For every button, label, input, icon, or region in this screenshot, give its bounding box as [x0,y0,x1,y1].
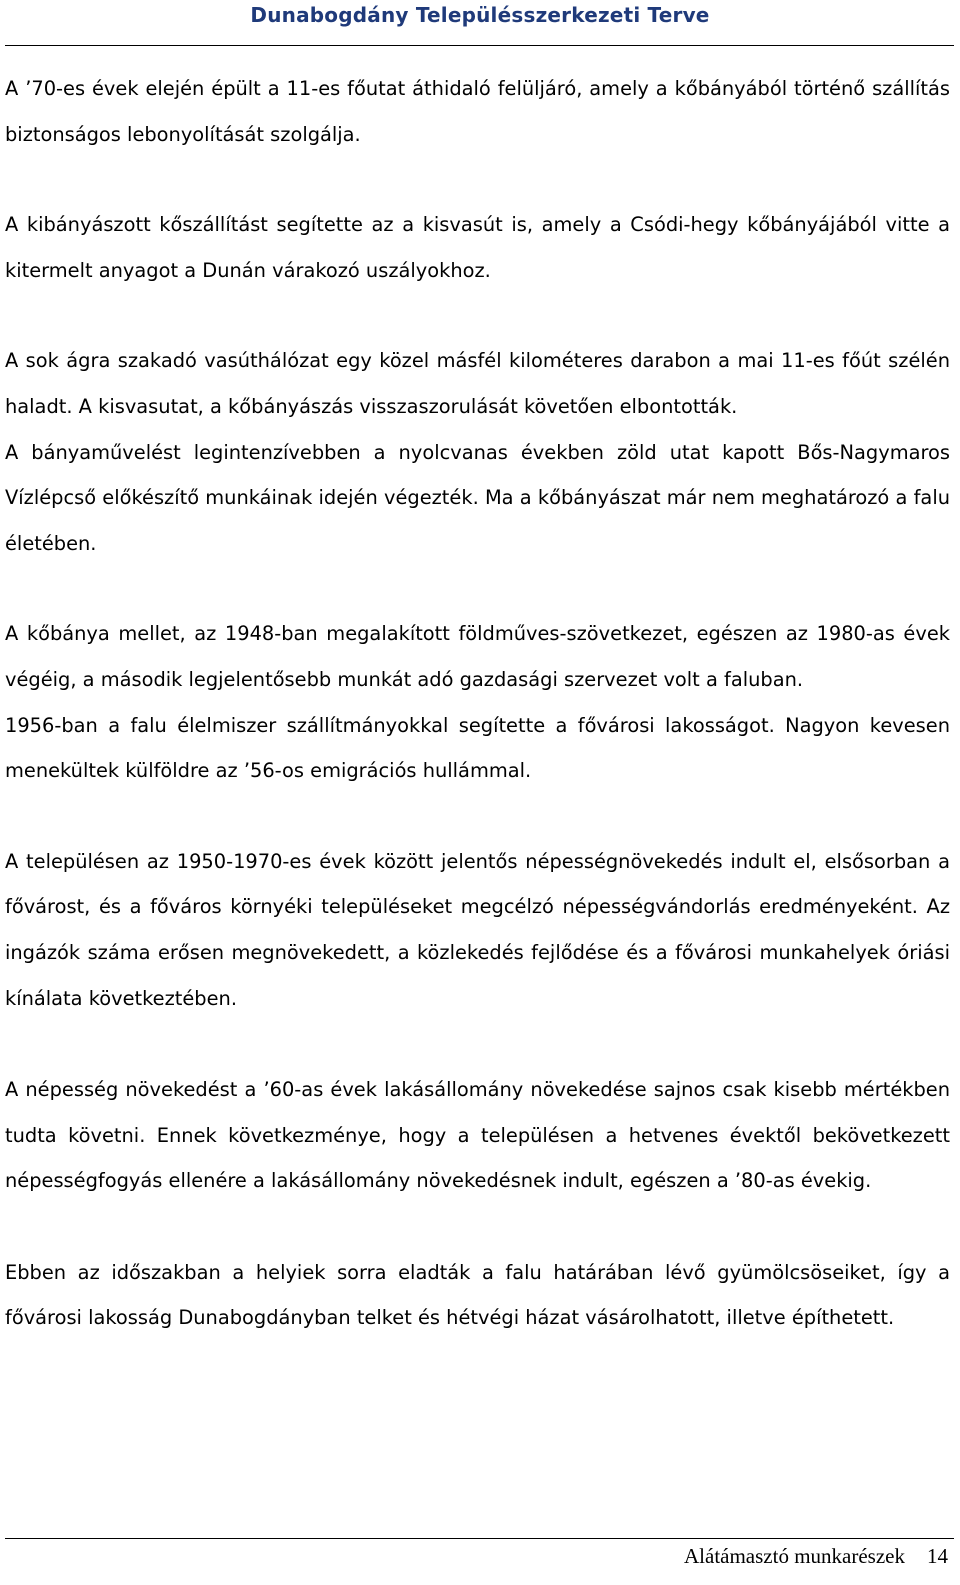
document-body [5,66,950,1341]
paragraph: A kibányászott kőszállítást segítette az a kisvasút is, amely a Csódi-hegy kőbányájából vitte a kitermelt anyagot a Dunán várakozó uszályokhoz. [5,213,950,282]
paragraph: Ebben az időszakban a helyiek sorra eladták a falu határában lévő gyümölcsöseiket, így a fővárosi lakosság Dunabogdányban telket és hétvégi házat vásárolhatott, illetve építhetett. [5,1260,950,1330]
header-divider [5,45,954,46]
paragraph: A településen az 1950-1970-es évek között jelentős népességnövekedés indult el, elsősorban a fővárost, és a főváros környéki településeket megcélzó népességvándorlás eredményeként. Az ingázók száma erősen megnövekedett, a közlekedés fejlődése és a fővárosi munkahelyek óriási kínálata következtében. [5,849,950,1010]
paragraph: A ’70-es évek elején épült a 11-es főutat áthidaló felüljáró, amely a kőbányából történő szállítás biztonságos lebonyolítását szolgálja. [5,77,950,146]
document-title: Dunabogdány Településszerkezeti Terve [250,3,710,27]
page-footer [684,1544,948,1569]
paragraph: A sok ágra szakadó vasúthálózat egy közel másfél kilométeres darabon a mai 11-es főút szélén haladt. A kisvasutat, a kőbányászás visszaszorulását követően elbontották. [5,349,950,418]
page-number: 14 [927,1544,948,1568]
paragraph: A népesség növekedést a ’60-as évek lakásállomány növekedése sajnos csak kisebb mértékben tudta követni. Ennek következménye, hogy a településen a hetvenes évektől bekövetkezett népességfogyás ellenére a lakásállomány növekedésnek indult, egészen a ’80-as évekig. [5,1078,950,1193]
paragraph: 1956-ban a falu élelmiszer szállítmányokkal segítette a fővárosi lakosságot. Nagyon kevesen menekültek külföldre az ’56-os emigrációs hullámmal. [5,713,950,783]
footer-divider [5,1538,954,1539]
page-header [0,0,960,48]
footer-label: Alátámasztó munkarészek [684,1544,905,1568]
paragraph: A kőbánya mellet, az 1948-ban megalakított földműves-szövetkezet, egészen az 1980-as évek végéig, a második legjelentősebb munkát adó gazdasági szervezet volt a faluban. [5,622,950,691]
paragraph: A bányaművelést legintenzívebben a nyolcvanas években zöld utat kapott Bős-Nagymaros Vízlépcső előkészítő munkáinak idején végezték. Ma a kőbányászat már nem meghatározó a falu életében. [5,440,950,555]
